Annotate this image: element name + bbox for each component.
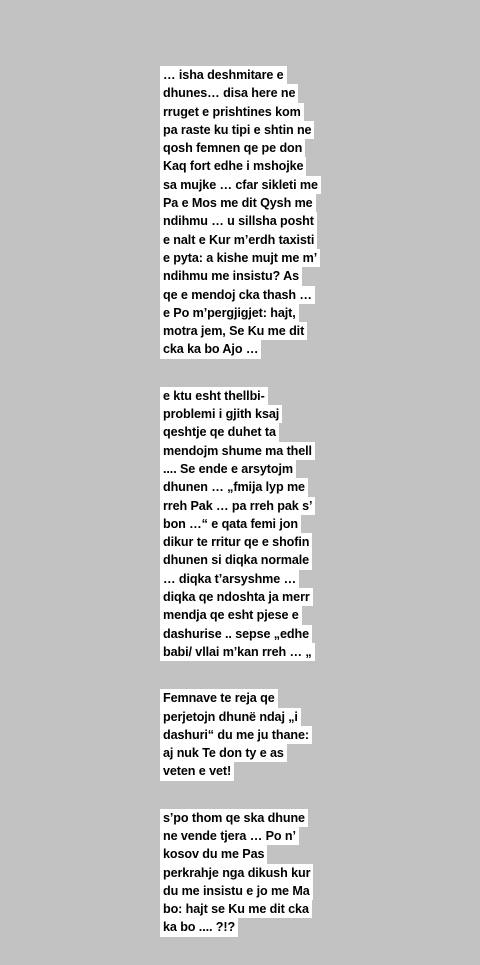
text-line: qosh femnen qe pe don — [160, 139, 305, 157]
text-line: dashuri“ du me ju thane: — [160, 726, 312, 744]
text-line: dhunes… disa here ne — [160, 84, 298, 102]
text-line: bon …“ e qata femi jon — [160, 515, 301, 533]
text-line: Femnave te reja qe — [160, 689, 278, 707]
paragraph-1 — [160, 66, 322, 359]
text-line: ndihmu … u sillsha posht — [160, 212, 317, 230]
text-line: ndihmu me insistu? As — [160, 267, 302, 285]
text-line: motra jem, Se Ku me dit — [160, 322, 307, 340]
text-line: Pa e Mos me dit Qysh me — [160, 194, 316, 212]
text-line: kosov du me Pas — [160, 845, 267, 863]
text-line: e Po m’pergjigjet: hajt, — [160, 304, 299, 322]
text-line: .... Se ende e arsytojm — [160, 460, 296, 478]
text-line: veten e vet! — [160, 762, 234, 780]
text-line: ka bo .... ?!? — [160, 918, 238, 936]
text-line: … isha deshmitare e — [160, 66, 287, 84]
text-line: mendojm shume ma thell — [160, 442, 315, 460]
paragraph-4 — [160, 809, 322, 937]
paragraph-2 — [160, 387, 322, 661]
text-line: diqka qe ndoshta ja merr — [160, 588, 313, 606]
text-line: Kaq fort edhe i mshojke — [160, 157, 306, 175]
text-line: problemi i gjith ksaj — [160, 405, 282, 423]
text-line: babi/ vllai m’kan rreh … „ — [160, 643, 315, 661]
text-line: dhunen si diqka normale — [160, 551, 312, 569]
text-line: dikur te rritur qe e shofin — [160, 533, 312, 551]
text-line: pa raste ku tipi e shtin ne — [160, 121, 314, 139]
text-line: aj nuk Te don ty e as — [160, 744, 287, 762]
text-line: rreh Pak … pa rreh pak s’ — [160, 497, 315, 515]
text-line: qe e mendoj cka thash … — [160, 286, 315, 304]
text-line: perkrahje nga dikush kur — [160, 864, 313, 882]
text-line: sa mujke … cfar sikleti me — [160, 176, 321, 194]
text-line: e ktu esht thellbi- — [160, 387, 268, 405]
text-line: s’po thom qe ska dhune — [160, 809, 308, 827]
text-line: dashurise .. sepse „edhe — [160, 625, 312, 643]
text-line: qeshtje qe duhet ta — [160, 423, 279, 441]
paragraph-3 — [160, 689, 322, 780]
text-line: cka ka bo Ajo … — [160, 340, 261, 358]
text-line: du me insistu e jo me Ma — [160, 882, 313, 900]
story-text — [160, 66, 322, 965]
text-line: … diqka t’arsyshme … — [160, 570, 299, 588]
text-line: ne vende tjera … Po n’ — [160, 827, 299, 845]
text-line: rruget e prishtines kom — [160, 103, 304, 121]
text-line: perjetojn dhunë ndaj „i — [160, 708, 301, 726]
text-line: e pyta: a kishe mujt me m’ — [160, 249, 320, 267]
text-line: mendja qe esht pjese e — [160, 606, 302, 624]
text-line: bo: hajt se Ku me dit cka — [160, 900, 312, 918]
text-line: dhunen … „fmija lyp me — [160, 478, 308, 496]
text-line: e nalt e Kur m’erdh taxisti — [160, 231, 317, 249]
